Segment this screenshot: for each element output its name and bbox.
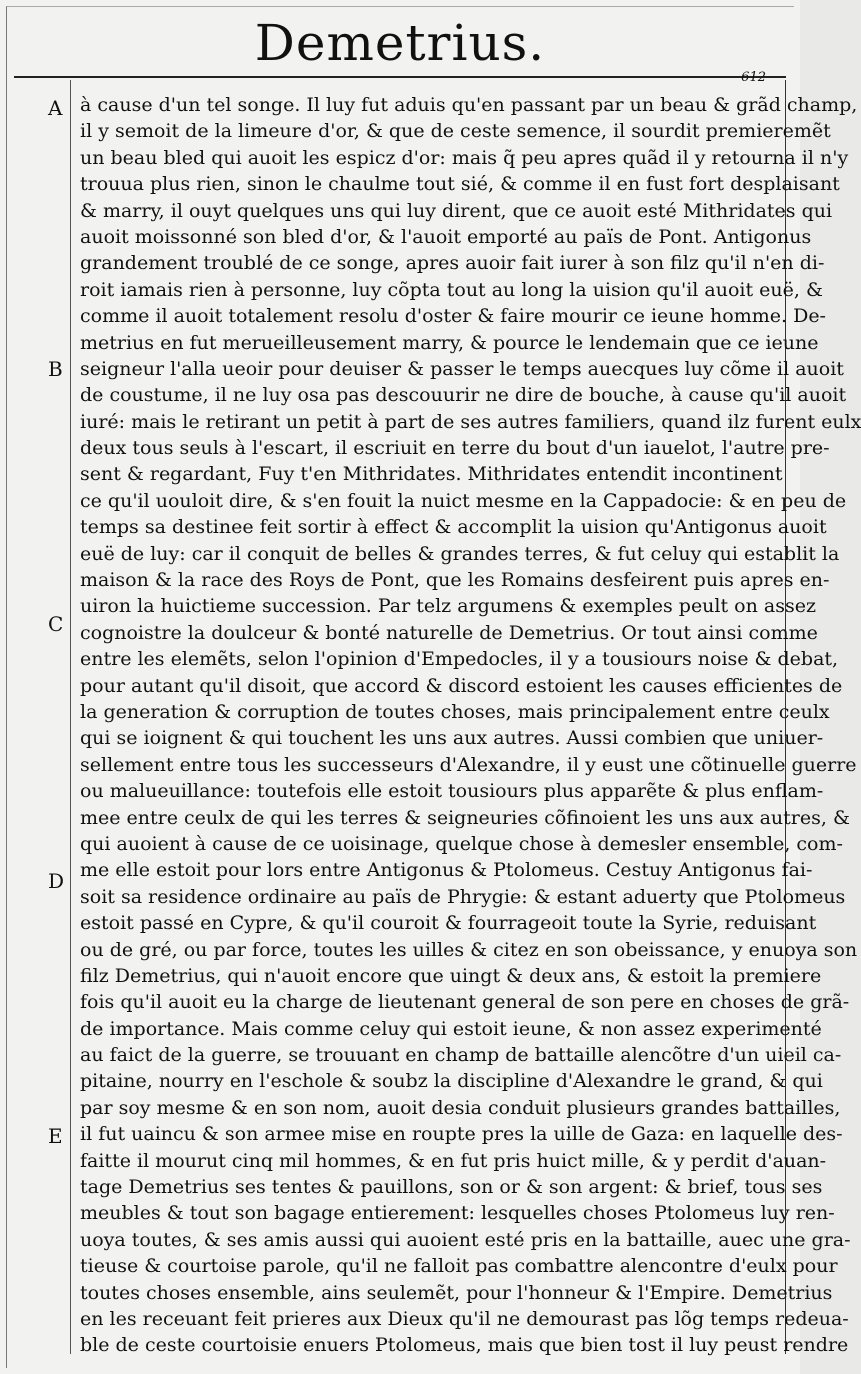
text-line: & marry, il ouyt quelques uns qui luy dirent, que ce auoit esté Mithridates qui [80,199,833,222]
text-line: pitaine, nourry en l'eschole & soubz la discipline d'Alexandre le grand, & qui [80,1070,823,1093]
text-line: soit sa residence ordinaire au païs de Phrygie: & estant aduerty que Ptolomeus [80,885,846,908]
text-line: toutes choses ensemble, ains seulemẽt, pour l'honneur & l'Empire. Demetrius [80,1281,833,1304]
text-line: ble de ceste courtoisie enuers Ptolomeus, mais que bien tost il luy peust rendre [80,1334,849,1357]
text-line: estoit passé en Cypre, & qu'il couroit & fourrageoit toute la Syrie, reduisant [80,912,817,935]
text-line: la generation & corruption de toutes choses, mais principalement entre ceulx [80,700,830,723]
text-line: auoit moissonné son bled d'or, & l'auoit emporté au païs de Pont. Antigonus [80,225,812,248]
text-line: trouua plus rien, sinon le chaulme tout sié, & comme il en fust fort desplaisant [80,173,840,196]
text-line: tage Demetrius ses tentes & pauillons, son or & son argent: & brief, tous ses [80,1176,823,1199]
margin-letter-e: E [48,1124,63,1148]
text-line: uoya toutes, & ses amis aussi qui auoient esté pris en la battaille, auec une gra- [80,1228,851,1251]
running-head-title: Demetrius. [254,14,546,72]
text-line: uiron la huictieme succession. Par telz argumens & exemples peult on assez [80,595,816,618]
text-line: un beau bled qui auoit les espicz d'or: mais q̃ peu apres quãd il y retourna il n'y [80,146,849,169]
text-line: tieuse & courtoise parole, qu'il ne falloit pas combattre alencontre d'eulx pour [80,1255,838,1278]
text-line: qui se ioignent & qui touchent les uns aux autres. Aussi combien que uniuer- [80,727,824,750]
text-line: faitte il mourut cinq mil hommes, & en fut pris huict mille, & y perdit d'auan- [80,1149,827,1172]
text-line: ou de gré, ou par force, toutes les uilles & citez en son obeissance, y enuoya son [80,938,858,961]
left-margin-rule [70,80,71,1354]
text-line: sent & regardant, Fuy t'en Mithridates. Mithridates entendit incontinent [80,463,783,486]
header-rule [14,76,786,78]
text-line: cognoistre la doulceur & bonté naturelle de Demetrius. Or tout ainsi comme [80,621,818,644]
text-line: de coustume, il ne luy osa pas descouurir ne dire de bouche, à cause qu'il auoit [80,384,847,407]
text-line: ou malueuillance: toutefois elle estoit tousiours plus apparẽte & plus enflam- [80,780,824,803]
text-line: seigneur l'alla ueoir pour deuiser & passer le temps auecques luy cõme il auoit [80,357,844,380]
text-line: meubles & tout son bagage entierement: lesquelles choses Ptolomeus luy ren- [80,1202,835,1225]
text-line: deux tous seuls à l'escart, il escriuit en terre du bout d'un iauelot, l'autre pre- [80,437,830,460]
text-line: au faict de la guerre, se trouuant en champ de battaille alencõtre d'un uieil ca- [80,1044,842,1067]
text-line: à cause d'un tel songe. Il luy fut aduis qu'en passant par un beau & grãd champ, [80,94,858,116]
margin-letter-b: B [48,357,63,381]
folio-number: 612 [741,70,766,85]
text-line: mee entre ceulx de qui les terres & seigneuries cõfinoient les uns aux autres, & [80,806,850,829]
text-line: me elle estoit pour lors entre Antigonus & Ptolomeus. Cestuy Antigonus fai- [80,859,813,882]
text-line: euë de luy: car il conquit de belles & grandes terres, & fut celuy qui establit la [80,542,840,565]
text-line: sellement entre tous les successeurs d'Alexandre, il y eust une cõtinuelle guerre [80,753,857,776]
text-line: il y semoit de la limeure d'or, & que de ceste semence, il sourdit premieremẽt [80,120,831,143]
text-line: par soy mesme & en son nom, auoit desia conduit plusieurs grandes battailles, [80,1096,841,1119]
text-line: de importance. Mais comme celuy qui estoit ieune, & non assez experimenté [80,1017,822,1040]
text-line: metrius en fut merueilleusement marry, & pource le lendemain que ce ieune [80,331,819,354]
margin-letter-a: A [48,96,63,120]
text-line: il fut uaincu & son armee mise en roupte pres la uille de Gaza: en laquelle des- [80,1123,843,1146]
text-line: pour autant qu'il disoit, que accord & discord estoient les causes efficientes de [80,674,843,697]
text-line: qui auoient à cause de ce uoisinage, quelque chose à demesler ensemble, com- [80,832,843,855]
text-line: maison & la race des Roys de Pont, que les Romains desfeirent puis apres en- [80,569,830,592]
text-line: filz Demetrius, qui n'auoit encore que uingt & deux ans, & estoit la premiere [80,964,822,987]
text-line: entre les elemẽts, selon l'opinion d'Empedocles, il y a tousiours noise & debat, [80,648,839,671]
text-line: temps sa destinee feit sortir à effect & accomplit la uision qu'Antigonus auoit [80,516,827,539]
text-line: ce qu'il uouloit dire, & s'en fouit la nuict mesme en la Cappadocie: & en peu de [80,489,847,512]
margin-letter-d: D [48,869,65,893]
text-line: iuré: mais le retirant un petit à part de ses autres familiers, quand ilz furent eulx [80,410,861,433]
body-text [80,92,861,1359]
text-line: grandement troublé de ce songe, apres auoir fait iurer à son filz qu'il n'en di- [80,252,825,275]
text-line: fois qu'il auoit eu la charge de lieutenant general de son pere en choses de grã- [80,991,850,1014]
text-line: en les receuant feit prieres aux Dieux qu'il ne demourast pas lõg temps redeua- [80,1307,849,1330]
text-line: comme il auoit totalement resolu d'oster & faire mourir ce ieune homme. De- [80,305,826,328]
margin-letter-c: C [48,612,64,636]
text-line: roit iamais rien à personne, luy cõpta tout au long la uision qu'il auoit euë, & [80,278,823,301]
